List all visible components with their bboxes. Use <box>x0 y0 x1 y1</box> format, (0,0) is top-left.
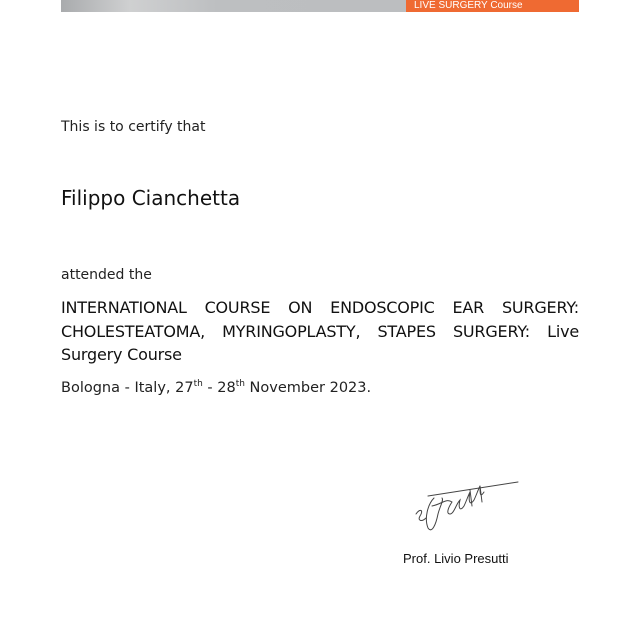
recipient-name: Filippo Cianchetta <box>61 186 241 210</box>
signature-image <box>410 476 522 536</box>
certify-intro: This is to certify that <box>61 119 206 135</box>
signer-name: Prof. Livio Presutti <box>403 551 509 566</box>
attended-label: attended the <box>61 267 152 283</box>
place-and-date: Bologna - Italy, 27th - 28th November 2023. <box>61 379 372 396</box>
course-title: INTERNATIONAL COURSE ON ENDOSCOPIC EAR SURGERY: CHOLESTEATOMA, MYRINGOPLASTY, STAPES SURGERY: Live Surgery Course <box>61 298 579 364</box>
banner-image <box>61 0 406 12</box>
banner-course-text: LIVE SURGERY Course <box>414 0 523 11</box>
banner-course-label <box>406 0 579 12</box>
header-banner <box>61 0 579 12</box>
